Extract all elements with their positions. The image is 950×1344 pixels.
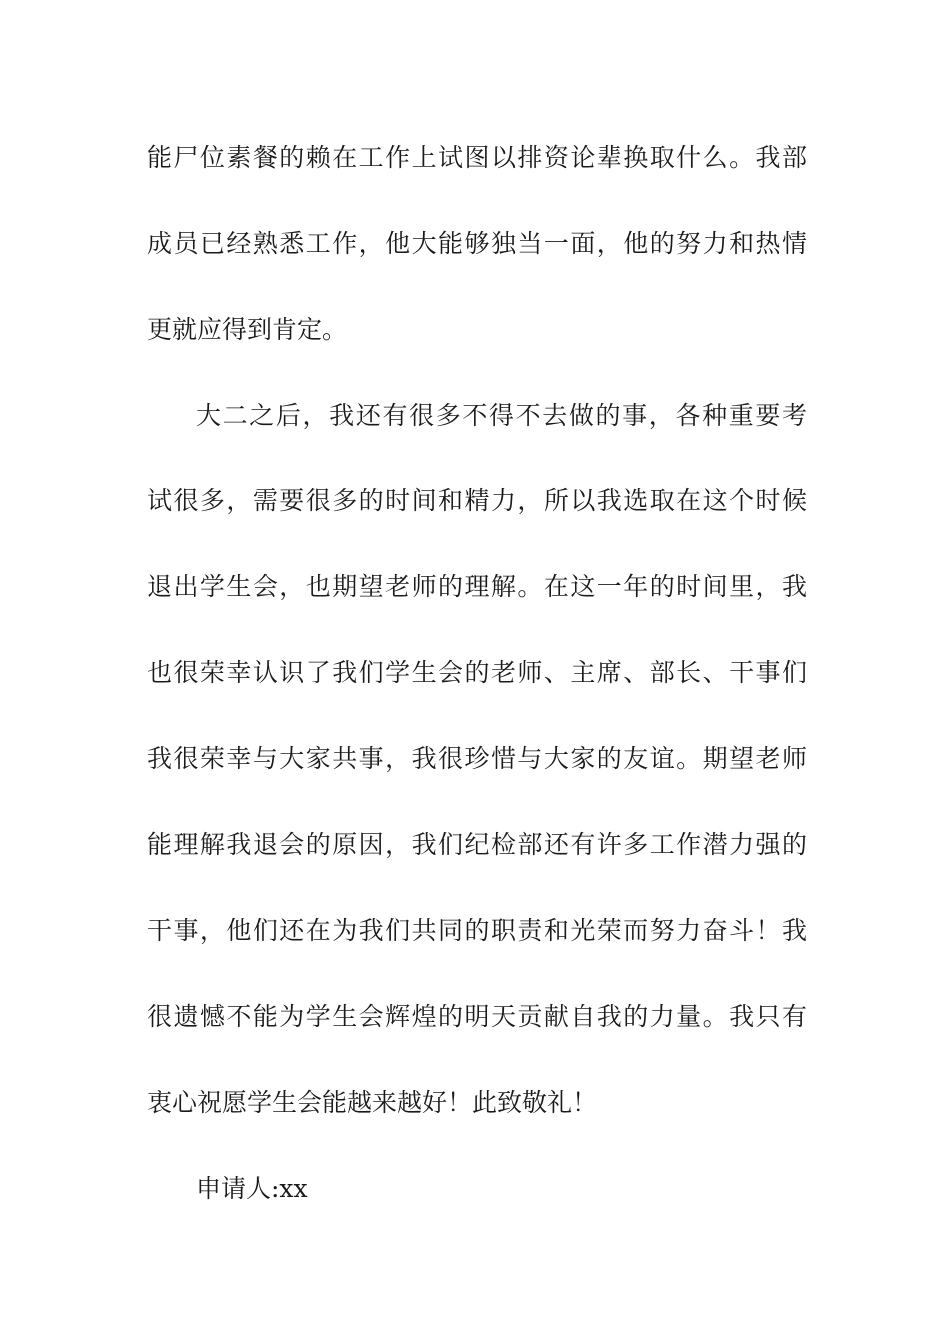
paragraph-2-line-3: 退出学生会，也期望老师的理解。在这一年的时间里，我 — [147, 572, 807, 601]
paragraph-2-line-1: 大二之后，我还有很多不得不去做的事，各种重要考 — [196, 401, 807, 430]
paragraph-2-line-9: 衷心祝愿学生会能越来越好！此致敬礼！ — [147, 1088, 598, 1117]
paragraph-2-line-6: 能理解我退会的原因，我们纪检部还有许多工作潜力强的 — [147, 830, 807, 859]
paragraph-1-line-3: 更就应得到肯定。 — [147, 315, 348, 344]
paragraph-1-line-2: 成员已经熟悉工作，他大能够独当一面，他的努力和热情 — [147, 229, 807, 258]
paragraph-2-line-7: 干事，他们还在为我们共同的职责和光荣而努力奋斗！我 — [147, 916, 807, 945]
signature: 申请人:xx — [196, 1174, 308, 1203]
paragraph-2-line-5: 我很荣幸与大家共事，我很珍惜与大家的友谊。期望老师 — [147, 744, 807, 773]
paragraph-2-line-8: 很遗憾不能为学生会辉煌的明天贡献自我的力量。我只有 — [147, 1002, 807, 1031]
paragraph-2-line-4: 也很荣幸认识了我们学生会的老师、主席、部长、干事们 — [147, 658, 807, 687]
paragraph-1-line-1: 能尸位素餐的赖在工作上试图以排资论辈换取什么。我部 — [147, 143, 807, 172]
paragraph-2-line-2: 试很多，需要很多的时间和精力，所以我选取在这个时候 — [147, 486, 807, 515]
